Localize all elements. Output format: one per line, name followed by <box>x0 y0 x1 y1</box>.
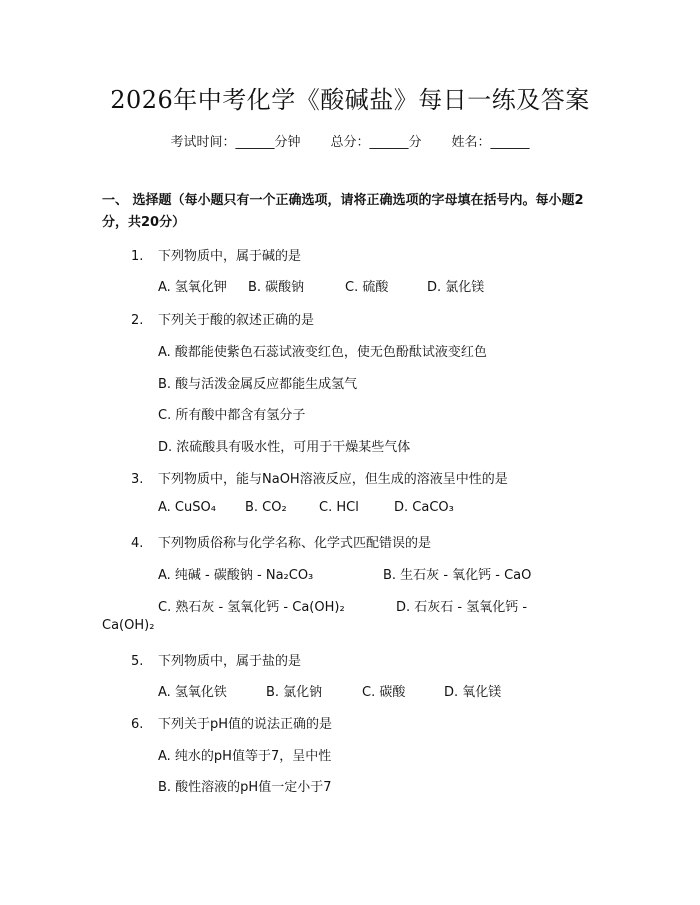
option-a: A. CuSO₄ <box>158 500 216 515</box>
question-2 <box>131 309 314 328</box>
option-c: C. 碳酸 <box>362 685 406 700</box>
option-c: C. 所有酸中都含有氢分子 <box>158 408 306 423</box>
option-a: A. 氢氧化铁 <box>158 685 227 700</box>
question-number: 6. <box>131 717 144 732</box>
question-text: 下列物质中，属于碱的是 <box>158 249 302 264</box>
option-c: C. HCl <box>319 500 359 515</box>
exam-time-field: 考试时间：______分钟 <box>170 135 301 150</box>
question-5 <box>131 650 301 669</box>
question-6 <box>131 713 332 732</box>
option-b: B. 酸与活泼金属反应都能生成氢气 <box>158 377 358 392</box>
question-number: 2. <box>131 313 144 328</box>
question-4 <box>131 532 431 551</box>
option-b: B. 生石灰 - 氧化钙 - CaO <box>383 568 532 583</box>
question-5-options <box>158 681 501 700</box>
option-b: B. 氯化钠 <box>266 685 323 700</box>
question-3-options <box>158 500 454 515</box>
question-number: 3. <box>131 472 144 487</box>
option-b: B. 酸性溶液的pH值一定小于7 <box>158 780 332 795</box>
option-a: A. 酸都能使紫色石蕊试液变红色，使无色酚酞试液变红色 <box>158 345 487 360</box>
option-a: A. 纯碱 - 碳酸钠 - Na₂CO₃ <box>158 568 314 583</box>
option-d: D. 氯化镁 <box>427 280 485 295</box>
section-heading: 一、 选择题（每小题只有一个正确选项，请将正确选项的字母填在括号内。每小题2分，共20分） <box>102 193 584 230</box>
question-text: 下列关于酸的叙述正确的是 <box>158 313 315 328</box>
option-a: A. 氢氧化钾 <box>158 280 227 295</box>
question-4-options-row2 <box>158 596 527 615</box>
option-d: D. 氧化镁 <box>444 685 502 700</box>
option-a: A. 纯水的pH值等于7，呈中性 <box>158 749 332 764</box>
student-name-field: 姓名：______ <box>451 135 530 150</box>
question-1 <box>131 245 301 264</box>
option-b: B. 碳酸钠 <box>248 280 305 295</box>
question-4-options-row1 <box>158 564 531 583</box>
option-d: D. CaCO₃ <box>394 500 454 515</box>
option-d: D. 石灰石 - 氢氧化钙 - <box>396 600 528 615</box>
option-d: D. 浓硫酸具有吸水性，可用于干燥某些气体 <box>158 440 411 455</box>
option-c: C. 熟石灰 - 氢氧化钙 - Ca(OH)₂ <box>158 600 345 615</box>
question-text: 下列物质俗称与化学名称、化学式匹配错误的是 <box>158 536 432 551</box>
total-score-field: 总分：______分 <box>330 135 422 150</box>
question-number: 5. <box>131 654 144 669</box>
question-number: 1. <box>131 249 144 264</box>
option-d-continued: Ca(OH)₂ <box>102 618 155 633</box>
question-1-options <box>158 276 484 295</box>
question-number: 4. <box>131 536 144 551</box>
question-text: 下列物质中，属于盐的是 <box>158 654 302 669</box>
question-text: 下列物质中，能与NaOH溶液反应，但生成的溶液呈中性的是 <box>158 472 508 487</box>
question-text: 下列关于pH值的说法正确的是 <box>158 717 333 732</box>
exam-meta <box>0 131 700 150</box>
page-title: 2026年中考化学《酸碱盐》每日一练及答案 <box>110 86 590 114</box>
option-b: B. CO₂ <box>245 500 287 515</box>
question-3 <box>131 468 508 487</box>
option-c: C. 硫酸 <box>345 280 389 295</box>
